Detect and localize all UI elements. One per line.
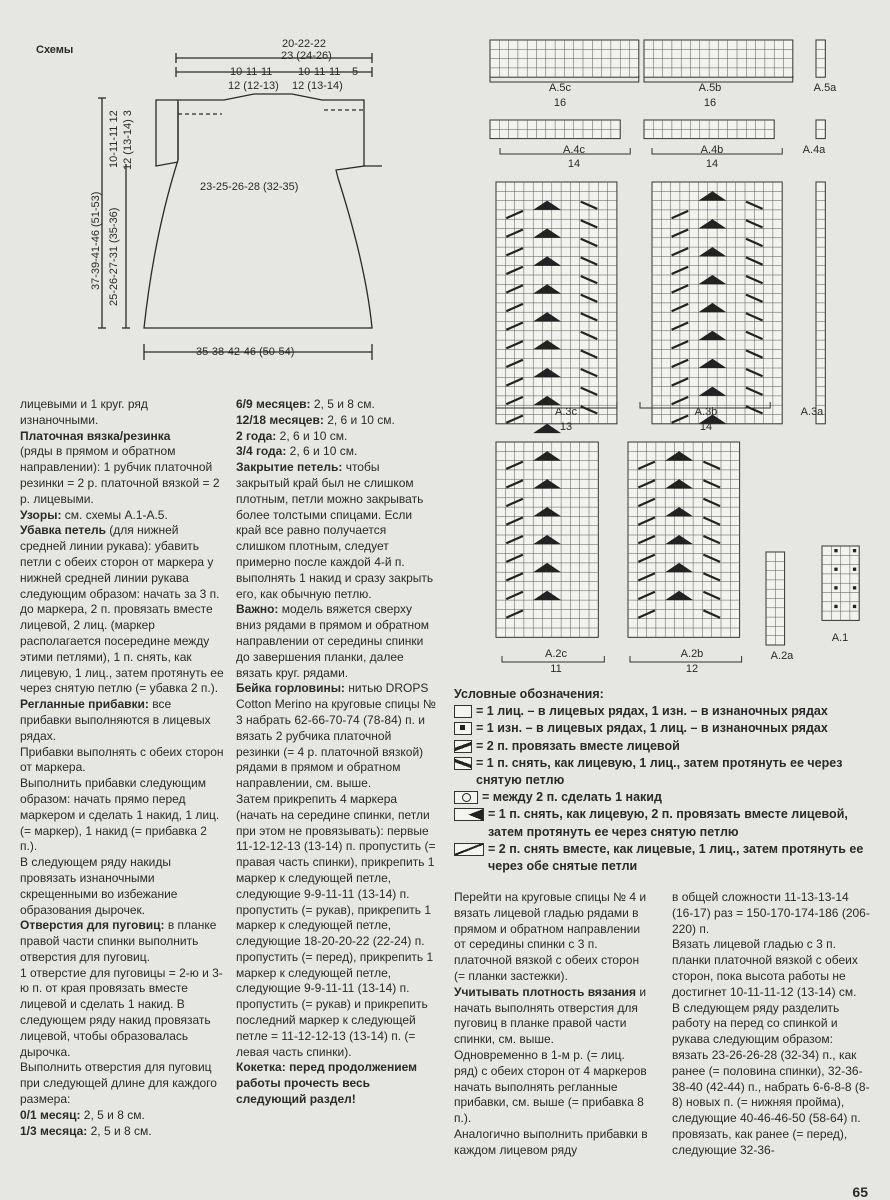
dim-chest: 23-25-26-28 (32-35) [200, 181, 299, 193]
label-a4b-n: 14 [705, 158, 719, 170]
legend-item: = 1 изн. – в лицевых рядах, 1 лиц. – в изнаночных рядах [454, 720, 874, 737]
dim-right-top: 10-11-11 [298, 66, 341, 78]
chart-a3c [496, 182, 617, 424]
dim-right-top-2: 12 (13-14) [292, 80, 343, 92]
label-a4b: A.4b [700, 144, 724, 156]
purl-symbol-icon [454, 722, 472, 735]
knitting-charts [480, 36, 880, 676]
text-column-2: 6/9 месяцев: 2, 5 и 8 см. 12/18 месяцев: 2, 6 и 10 см. 2 года: 2, 6 и 10 см. 3/4 года: 2, 6 и 10 см. Закрытие петель: чтобы закрытый край был не слишком плотным, петли можно закрывать более толстыми спицами. Если край все равно получается слишком плотным, следует примерно после каждой 4-й п. выполнять 1 накид и сразу закрыть его, как обычную петлю. Важно: модель вяжется сверху вниз рядами в прямом и обратном направлении от середины спинки до завершения планки, далее вязать круг. рядами. Бейка горловины: нитью DROPS Cotton Merino на круговые спицы № 3 набрать 62-66-70-74 (78-84) п. и вязать 2 рубчика платочной резинки (= 4 р. платочной вязкой) рядами в прямом и обратном направлении, см. выше. Затем прикрепить 4 маркера (начать на середине спинки, петли при этом не провязывать): первые 11-12-12-13 (13-14) п. пропустить (= правая часть спинки), прикрепить 1 маркер к следующей петле, следующие 9-9-11-11 (13-14) п. пропустить (= рукав), прикрепить 1 маркер к следующей петле, следующие 18-20-20-22 (22-24) п. пропустить (= перед), прикрепить 1 маркер к следующей петле, следующие 9-9-11-11 (13-14) п. пропустить (= рукав) и прикрепить последний маркер к следующей петле = 11-12-12-13 (13-14) п. (= левая часть спинки). Кокетка: перед продолжением работы прочесть весь следующий раздел! [236, 397, 436, 1107]
text-column-1: лицевыми и 1 круг. ряд изнаночными. Платочная вязка/резинка (ряды в прямом и обратном направлении): 1 рубчик платочной резинки = 2 р. платочной вязкой = 2 р. лицевыми. Узоры: см. схемы А.1-А.5. Убавка петель (для нижней средней линии рукава): убавить петли с обеих сторон от маркера у нижней средней линии рукава следующим образом: начать за 3 п. до маркера, 2 п. провязать вместе лицевой, 2 лиц. (маркер располагается посередине между этими петлями), 1 п. снять, как лицевую, 1 лиц., затем протянуть ее через снятую петлю (= убавка 2 п.). Регланные прибавки: все прибавки выполняются в лицевых рядах. Прибавки выполнять с обеих сторон от маркера. Выполнить прибавки следующим образом: начать прямо перед маркером и сделать 1 накид, 1 лиц. (= маркер), 1 накид (= прибавка 2 п.). В следующем ряду накиды провязать изнаночными скрещенными во избежание образования дырочек. Отверстия для пуговиц: в планке правой части спинки выполнить отверстия для пуговиц. 1 отверстие для пуговицы = 2-ю и 3-ю п. от края провязать вместе лицевой и сделать 1 накид. В следующем ряду накид провязать лицевой, чтобы образовалась дырочка. Выполнить отверстия для пуговиц при следующей длине для каждого размера: 0/1 месяц: 2, 5 и 8 см. 1/3 месяца: 2, 5 и 8 см. [20, 397, 224, 1138]
label-a5a: A.5a [813, 82, 837, 94]
yarn-over-symbol-icon [454, 791, 478, 804]
chart-a4b [644, 120, 774, 139]
legend-title: Условные обозначения: [454, 687, 604, 701]
dim-body-length: 25-26-27-31 (35-36) [108, 207, 120, 306]
label-a3b: A.3b [694, 406, 718, 418]
label-a3c: A.3c [554, 406, 577, 418]
dim-bottom: 35-38-42-46 (50-54) [196, 346, 295, 358]
purl-mark [853, 605, 856, 608]
chart-a5c [490, 40, 639, 77]
s2kpo-symbol-icon [454, 843, 484, 856]
label-a2c: A.2c [544, 648, 567, 660]
legend-item: = 1 п. снять, как лицевую, 1 лиц., затем протянуть ее через снятую петлю [454, 755, 874, 789]
label-a4c-n: 14 [567, 158, 581, 170]
dim-top-width: 20-22-22 [282, 38, 327, 50]
chart-a4c [490, 120, 620, 139]
knit-symbol-icon [454, 705, 472, 718]
sk2po-symbol-icon [454, 808, 484, 821]
label-a5b-n: 16 [703, 97, 717, 109]
purl-mark [853, 568, 856, 571]
purl-mark [834, 605, 837, 608]
label-a5c: A.5c [548, 82, 571, 94]
label-a4a: A.4a [802, 144, 826, 156]
schemes-title: Схемы [36, 44, 74, 56]
purl-mark [834, 586, 837, 589]
text-column-3: Перейти на круговые спицы № 4 и вязать лицевой гладью рядами в прямом и обратном направлении от середины спинки с 3 п. платочной вязкой с обеих сторон (= планки застежки). Учитывать плотность вязания и начать выполнять отверстия для пуговиц в планке правой части спинки, см. выше. Одновременно в 1-м р. (= лиц. ряд) с обеих сторон от 4 маркеров начать выполнять регланные прибавки, см. выше (= прибавка 8 п.). Аналогично выполнить прибавки в каждом лицевом ряду [454, 890, 648, 1157]
label-a3b-n: 14 [699, 421, 713, 433]
dim-sleeve-length-2: 12 (13-14) 3 [122, 110, 134, 170]
purl-mark [834, 549, 837, 552]
label-a5c-n: 16 [553, 97, 567, 109]
legend-item: = 2 п. снять вместе, как лицевые, 1 лиц., затем протянуть ее через обе снятые петли [454, 841, 874, 875]
purl-mark [834, 568, 837, 571]
label-a2a: A.2a [770, 650, 794, 662]
legend [454, 686, 874, 875]
chart-a2a [766, 552, 785, 645]
k2tog-symbol-icon [454, 740, 472, 753]
legend-item: = 1 п. снять, как лицевую, 2 п. провязать вместе лицевой, затем протянуть ее через снятую петлю [454, 806, 874, 840]
chart-a5b [644, 40, 793, 77]
purl-mark [853, 586, 856, 589]
chart-a3a [816, 182, 825, 424]
dim-left-top: 10-11-11 [230, 66, 273, 78]
label-a2b: A.2b [680, 648, 704, 660]
chart-a3b [652, 182, 782, 424]
dim-total-length: 37-39-41-46 (51-53) [90, 191, 102, 290]
label-a1: A.1 [831, 632, 849, 644]
legend-item: = между 2 п. сделать 1 накид [454, 789, 874, 806]
label-a3a: A.3a [800, 406, 824, 418]
page-number: 65 [852, 1184, 868, 1200]
dim-left-top-2: 12 (12-13) [228, 80, 279, 92]
text-column-4: в общей сложности 11-13-13-14 (16-17) раз = 150-170-174-186 (206-220) п. Вязать лицевой гладью с 3 п. планки платочной вязкой с обеих сторон, пока высота работы не достигнет 10-11-11-12 (13-14) см. В следующем ряду разделить работу на перед со спинкой и рукава следующим образом: вязать 23-26-26-28 (32-34) п., как ранее (= половина спинки), 32-36-38-40 (42-44) п., набрать 6-6-8-8 (8-8) новых п. (= нижняя пройма), следующие 40-46-46-50 (58-64) п. провязать, как ранее (= перед), следующие 32-36- [672, 890, 870, 1157]
label-a2b-n: 12 [685, 663, 699, 675]
dim-right-edge: 5 [352, 66, 359, 78]
dim-top-width-2: 23 (24-26) [281, 50, 332, 62]
label-a5b: A.5b [698, 82, 722, 94]
legend-item: = 1 лиц. – в лицевых рядах, 1 изн. – в изнаночных рядах [454, 703, 874, 720]
chart-a4a [816, 120, 825, 139]
label-a2c-n: 11 [550, 663, 562, 675]
chart-a1 [822, 546, 859, 620]
label-a4c: A.4c [562, 144, 585, 156]
skpo-symbol-icon [454, 757, 472, 770]
dim-sleeve-length: 10-11-11 12 [108, 110, 120, 168]
chart-a5a [816, 40, 825, 77]
purl-mark [853, 549, 856, 552]
label-a3c-n: 13 [559, 421, 573, 433]
legend-item: = 2 п. провязать вместе лицевой [454, 738, 874, 755]
